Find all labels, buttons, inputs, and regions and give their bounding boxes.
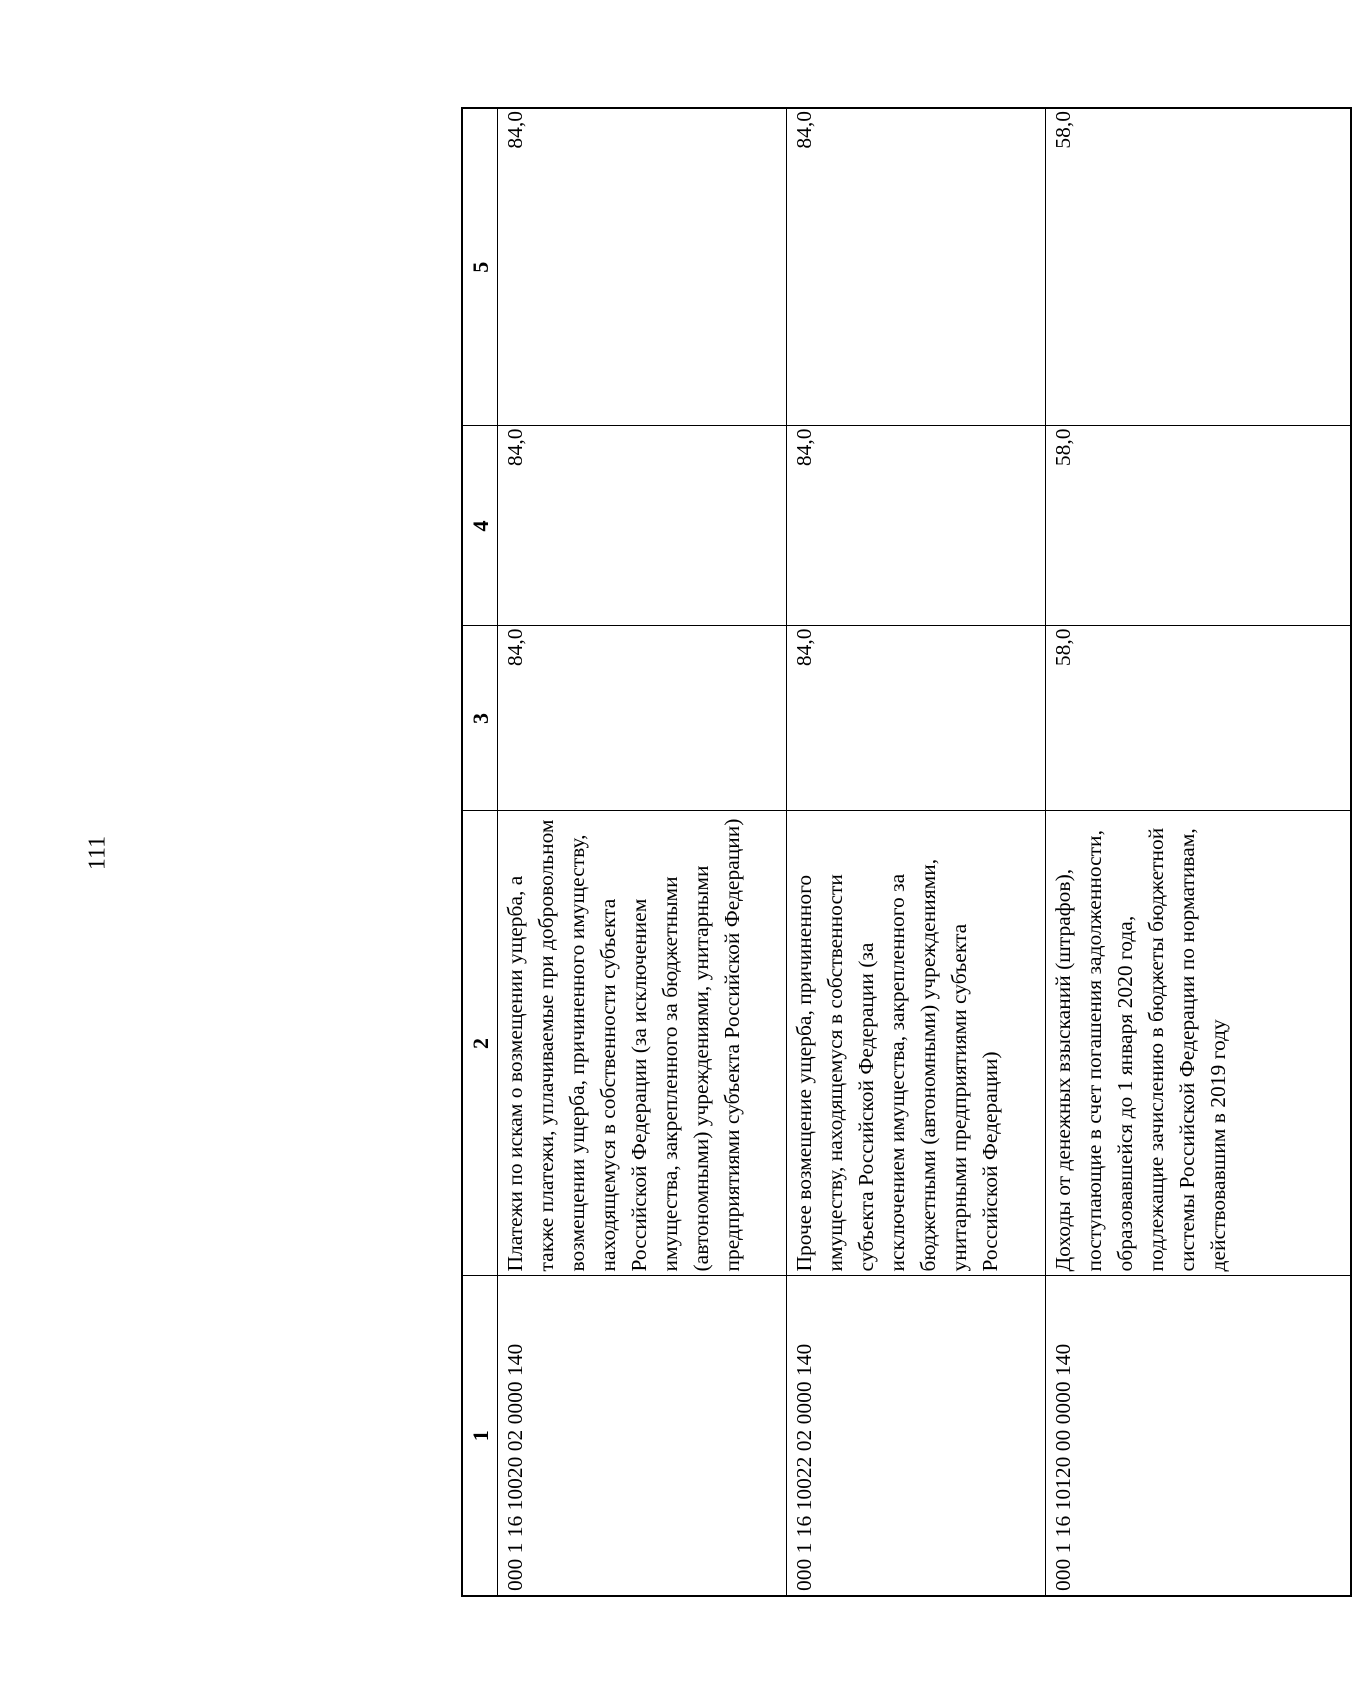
column-header-5: 5 [462, 108, 498, 426]
description-cell: Прочее возмещение ущерба, причиненного имуществу, находящемуся в собственности субъекта Российской Федерации (за исключением имущества, закрепленного за бюджетными (автономными) учреждениями, унитарными предприятиями субъекта Российской Федерации) [787, 811, 1046, 1276]
budget-code-cell: 000 1 16 10022 02 0000 140 [787, 1276, 1046, 1596]
amount-cell-col3: 84,0 [498, 626, 787, 811]
amount-cell-col4: 84,0 [498, 426, 787, 626]
column-header-1: 1 [462, 1276, 498, 1596]
page-number: 111 [84, 835, 111, 871]
amount-cell-col5: 84,0 [498, 108, 787, 426]
column-header-4: 4 [462, 426, 498, 626]
amount-cell-col4: 84,0 [787, 426, 1046, 626]
description-cell: Доходы от денежных взысканий (штрафов), поступающие в счет погашения задолженности, образовавшейся до 1 января 2020 года, подлежащие зачислению в бюджеты бюджетной системы Российской Федерации по нормативам, действовавшим в 2019 году [1046, 811, 1352, 1276]
column-header-3: 3 [462, 626, 498, 811]
column-header-2: 2 [462, 811, 498, 1276]
table-row [787, 108, 1046, 1596]
amount-cell-col4: 58,0 [1046, 426, 1352, 626]
description-cell: Платежи по искам о возмещении ущерба, а также платежи, уплачиваемые при добровольном возмещении ущерба, причиненного имуществу, находящемуся в собственности субъекта Российской Федерации (за исключением имущества, закрепленного за бюджетными (автономными) учреждениями, унитарными предприятиями субъекта Российской Федерации) [498, 811, 787, 1276]
amount-cell-col3: 84,0 [787, 626, 1046, 811]
table-row [1046, 108, 1352, 1596]
revenue-table [461, 107, 1352, 1597]
header-row [462, 108, 498, 1596]
amount-cell-col3: 58,0 [1046, 626, 1352, 811]
amount-cell-col5: 58,0 [1046, 108, 1352, 426]
rotated-table-container [461, 109, 1351, 1597]
budget-code-cell: 000 1 16 10020 02 0000 140 [498, 1276, 787, 1596]
budget-code-cell: 000 1 16 10120 00 0000 140 [1046, 1276, 1352, 1596]
table-row [498, 108, 787, 1596]
amount-cell-col5: 84,0 [787, 108, 1046, 426]
